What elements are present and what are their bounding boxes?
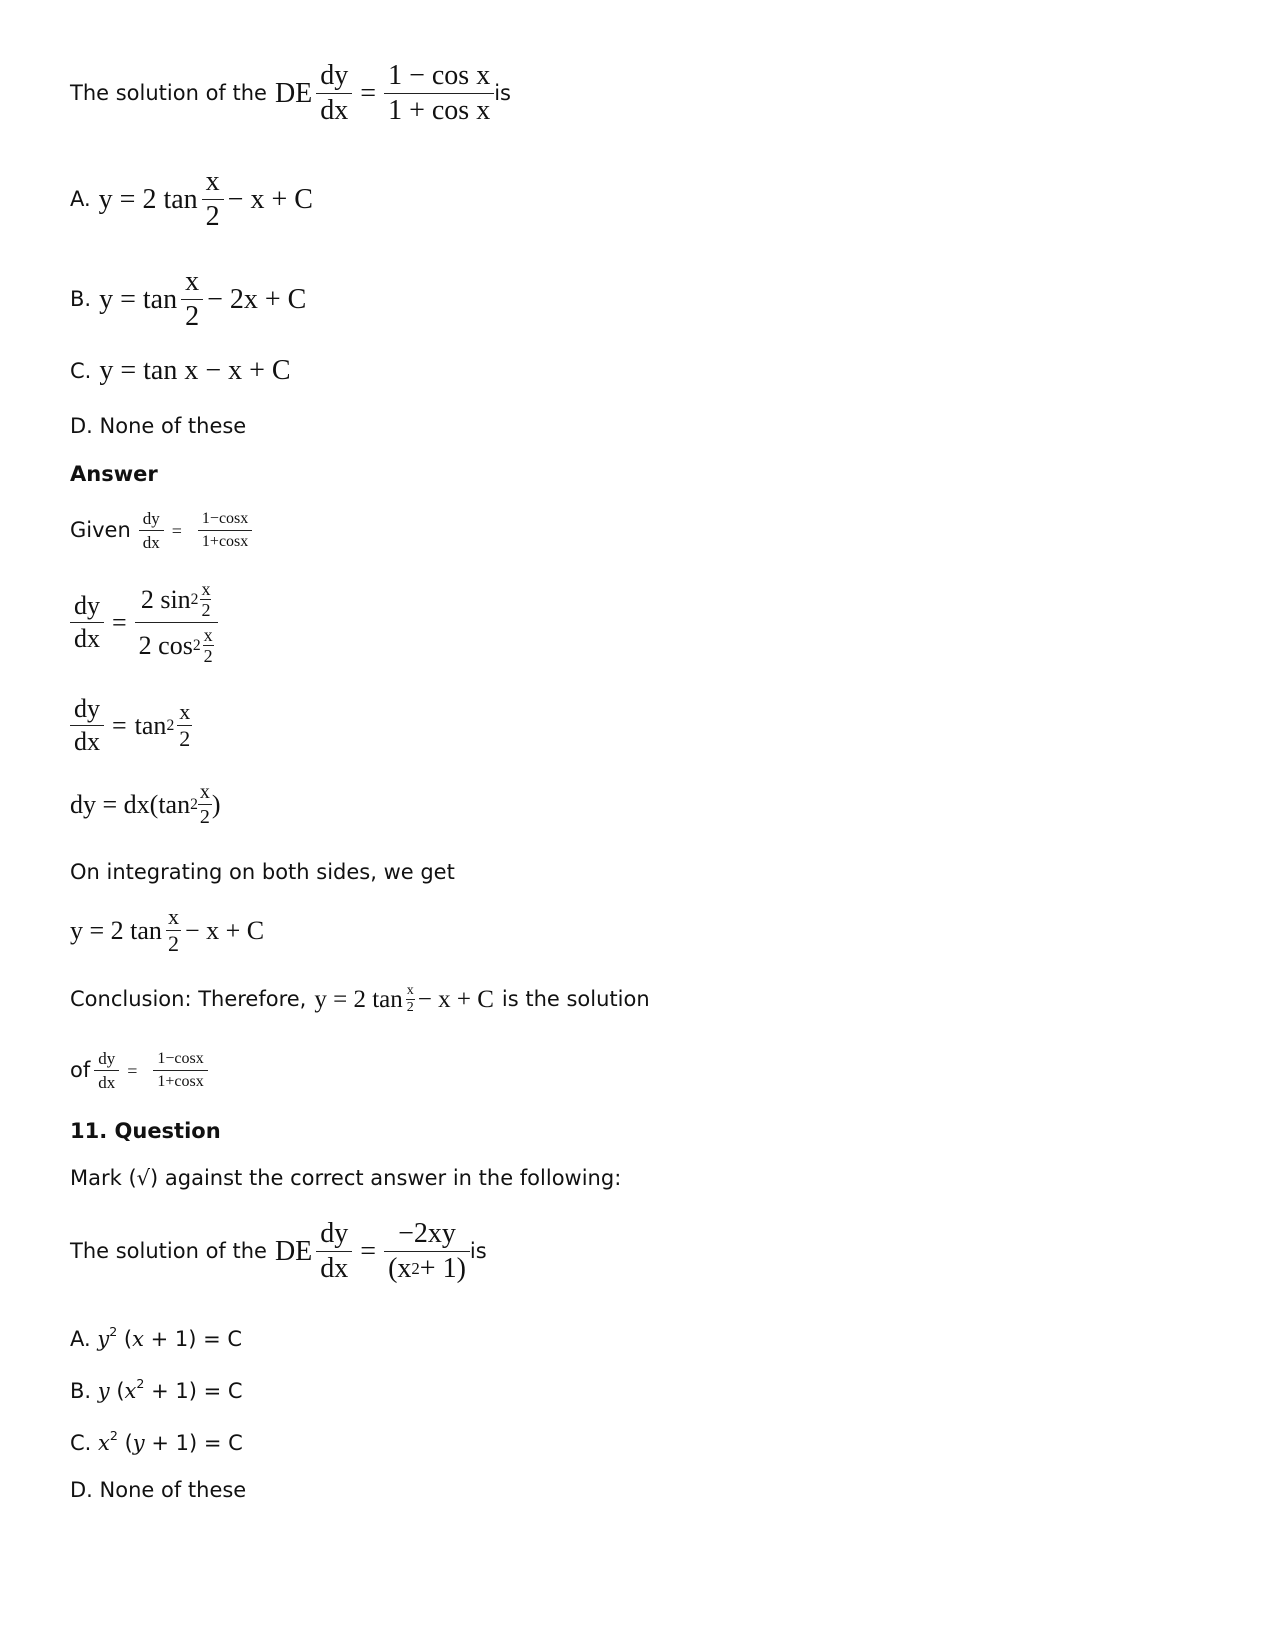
conclusion-of: of $\frac{dy}{dx}$ = $\frac{1-\cos x}{1+\cos x}$ xyxy=(70,1050,208,1091)
denominator: 2 xyxy=(181,299,203,331)
step5-tail: − x + C xyxy=(184,915,265,945)
option-b-fraction xyxy=(181,268,203,331)
sin-term: 2 sin xyxy=(140,584,191,614)
numerator: x xyxy=(201,579,211,599)
step3-lhs-fraction xyxy=(70,696,104,755)
q11-stem-is: is xyxy=(469,1239,487,1263)
option-label: A. xyxy=(70,187,91,211)
q11-stem-text: The solution of the xyxy=(70,1239,267,1263)
option-a-tail: − x + C xyxy=(227,183,313,215)
denominator: dx xyxy=(94,1070,119,1091)
denominator xyxy=(135,622,218,665)
numerator: dy xyxy=(98,1049,116,1068)
var-x: x xyxy=(98,1431,110,1456)
denominator: 2 xyxy=(179,726,191,751)
option-a-expr: y = 2 tan xyxy=(98,183,198,215)
exponent: 2 xyxy=(136,1376,145,1391)
numerator: dy xyxy=(74,694,100,723)
of-rhs-fraction xyxy=(153,1051,207,1090)
q11-de: DE xyxy=(274,1235,313,1267)
denominator: dx xyxy=(316,93,352,125)
option-label: A. xyxy=(70,1327,91,1352)
open-paren: ( xyxy=(109,1379,125,1404)
denominator: 2 xyxy=(406,1000,414,1015)
of-lhs-fraction xyxy=(94,1050,119,1091)
exponent: 2 xyxy=(190,795,198,813)
q10-stem-is: is xyxy=(494,81,511,105)
var-x: x xyxy=(132,1327,144,1352)
q11-option-c xyxy=(70,1430,243,1454)
numerator: x xyxy=(179,699,191,724)
conclusion-expr: y = 2 tan xyxy=(314,986,403,1013)
q11-option-d: D. None of these xyxy=(70,1478,247,1502)
option-label: C. xyxy=(70,1431,92,1456)
half-x-fraction xyxy=(203,626,214,665)
exponent: 2 xyxy=(109,1324,118,1339)
half-x-fraction xyxy=(198,782,212,827)
den-tail: + 1) xyxy=(419,1253,466,1284)
option-tail: + 1) = C xyxy=(144,1379,243,1404)
close-paren: ) xyxy=(211,789,221,819)
of-label: of xyxy=(70,1058,91,1082)
step2-rhs-fraction xyxy=(135,580,218,665)
given-lhs-fraction xyxy=(139,510,164,551)
option-b-tail: − 2x + C xyxy=(207,283,307,315)
denominator: 1+cosx xyxy=(153,1070,207,1090)
open-paren: ( xyxy=(117,1431,133,1456)
option-a-fraction xyxy=(202,168,224,231)
numerator: dy xyxy=(142,509,160,528)
q11-option-a xyxy=(70,1326,242,1350)
denominator: dx xyxy=(139,530,164,551)
q10-option-d: D. None of these xyxy=(70,414,247,438)
denominator: 1 + cos x xyxy=(384,93,494,125)
q11-heading: 11. Question xyxy=(70,1119,221,1143)
numerator: x xyxy=(199,781,210,803)
step4-expr: dy = dx(tan xyxy=(70,789,191,819)
option-c-expr: y = tan x − x + C xyxy=(99,355,291,386)
numerator: x xyxy=(167,904,179,929)
exponent: 2 xyxy=(192,636,201,654)
denominator: 2 xyxy=(167,931,179,956)
denominator: 2 xyxy=(202,199,224,231)
numerator: x xyxy=(185,266,200,297)
numerator: 1 − cos x xyxy=(388,60,491,91)
var-y: y xyxy=(132,1431,145,1456)
answer-step-2: $\frac{dy}{dx}$ = 2 sin 2 $\frac{x}{2}$ 2 cos 2 $\frac{x}{2}$ xyxy=(70,580,218,665)
q11-instruction: Mark (√) against the correct answer in the following: xyxy=(70,1166,622,1190)
q10-option-b xyxy=(70,268,306,331)
q10-stem: The solution of the DE $\frac{dy}{dx}$ = $\frac{\text{1 − cos x}}{\text{1 + cos x}}$ is xyxy=(70,60,511,126)
answer-step-4 xyxy=(70,782,221,827)
given-rhs-fraction xyxy=(198,511,252,550)
numerator: −2xy xyxy=(398,1218,456,1249)
step5-expr: y = 2 tan xyxy=(70,915,162,945)
conclusion-text: Conclusion: Therefore, xyxy=(70,987,307,1011)
numerator: x xyxy=(203,625,213,645)
numerator: dy xyxy=(320,60,349,91)
conclusion-expr-tail: − x + C xyxy=(417,986,494,1013)
option-tail: + 1) = C xyxy=(144,1431,243,1456)
half-x-fraction xyxy=(406,984,415,1015)
half-x-fraction xyxy=(166,906,181,955)
exponent: 2 xyxy=(166,716,175,734)
half-x-fraction xyxy=(177,701,192,750)
option-label: B. xyxy=(70,287,92,311)
answer-step-3: $\frac{dy}{dx}$ = tan 2 $\frac{x}{2}$ xyxy=(70,696,192,755)
integrate-text: On integrating on both sides, we get xyxy=(70,860,455,884)
answer-heading: Answer xyxy=(70,462,158,486)
denominator: 2 xyxy=(201,600,211,620)
option-label: B. xyxy=(70,1379,92,1404)
q10-option-c xyxy=(70,357,291,385)
step2-lhs-fraction xyxy=(70,593,104,652)
q10-option-a xyxy=(70,168,313,231)
cos-term: 2 cos xyxy=(138,630,193,660)
q11-lhs-fraction xyxy=(316,1220,352,1283)
numerator: x xyxy=(205,166,220,197)
denominator: dx xyxy=(70,725,104,755)
q10-lhs-fraction xyxy=(316,62,352,125)
q11-stem: The solution of the DE $\frac{dy}{dx}$ = −2xy (x 2 + 1) is xyxy=(70,1218,487,1284)
answer-step-5 xyxy=(70,906,264,955)
conclusion xyxy=(70,984,650,1015)
numerator: dy xyxy=(74,591,100,620)
option-label: C. xyxy=(70,358,92,383)
numerator: x xyxy=(406,983,414,998)
option-b-expr: y = tan xyxy=(99,283,178,315)
denominator: dx xyxy=(316,1251,352,1283)
option-tail: + 1) = C xyxy=(143,1327,243,1352)
q11-rhs-fraction xyxy=(384,1220,470,1283)
answer-given: Given $\frac{dy}{dx}$ = $\frac{1-\cos x}{1+\cos x}$ xyxy=(70,510,252,551)
conclusion-text-tail: is the solution xyxy=(501,987,650,1011)
var-y: y xyxy=(97,1379,110,1404)
q11-option-b xyxy=(70,1378,243,1402)
var-y: y xyxy=(97,1327,110,1352)
numerator xyxy=(137,580,216,622)
numerator: dy xyxy=(320,1218,349,1249)
tan-term: tan xyxy=(134,710,167,740)
numerator: 1−cosx xyxy=(201,510,249,527)
denominator: 2 xyxy=(199,806,210,828)
denominator: 2 xyxy=(203,646,213,666)
given-label: Given xyxy=(70,518,131,542)
exponent: 2 xyxy=(109,1428,118,1443)
den-open: (x xyxy=(388,1253,412,1284)
denominator: dx xyxy=(70,622,104,652)
var-x: x xyxy=(124,1379,137,1404)
q10-de: DE xyxy=(274,77,313,109)
q10-rhs-fraction xyxy=(384,62,494,125)
open-paren: ( xyxy=(117,1327,133,1352)
half-x-fraction xyxy=(200,580,211,619)
denominator: 1+cosx xyxy=(198,530,252,550)
q10-stem-text: The solution of the xyxy=(70,81,267,105)
denominator xyxy=(384,1251,470,1283)
numerator: 1−cosx xyxy=(157,1050,204,1067)
exponent: 2 xyxy=(411,1258,420,1278)
exponent: 2 xyxy=(190,590,199,608)
